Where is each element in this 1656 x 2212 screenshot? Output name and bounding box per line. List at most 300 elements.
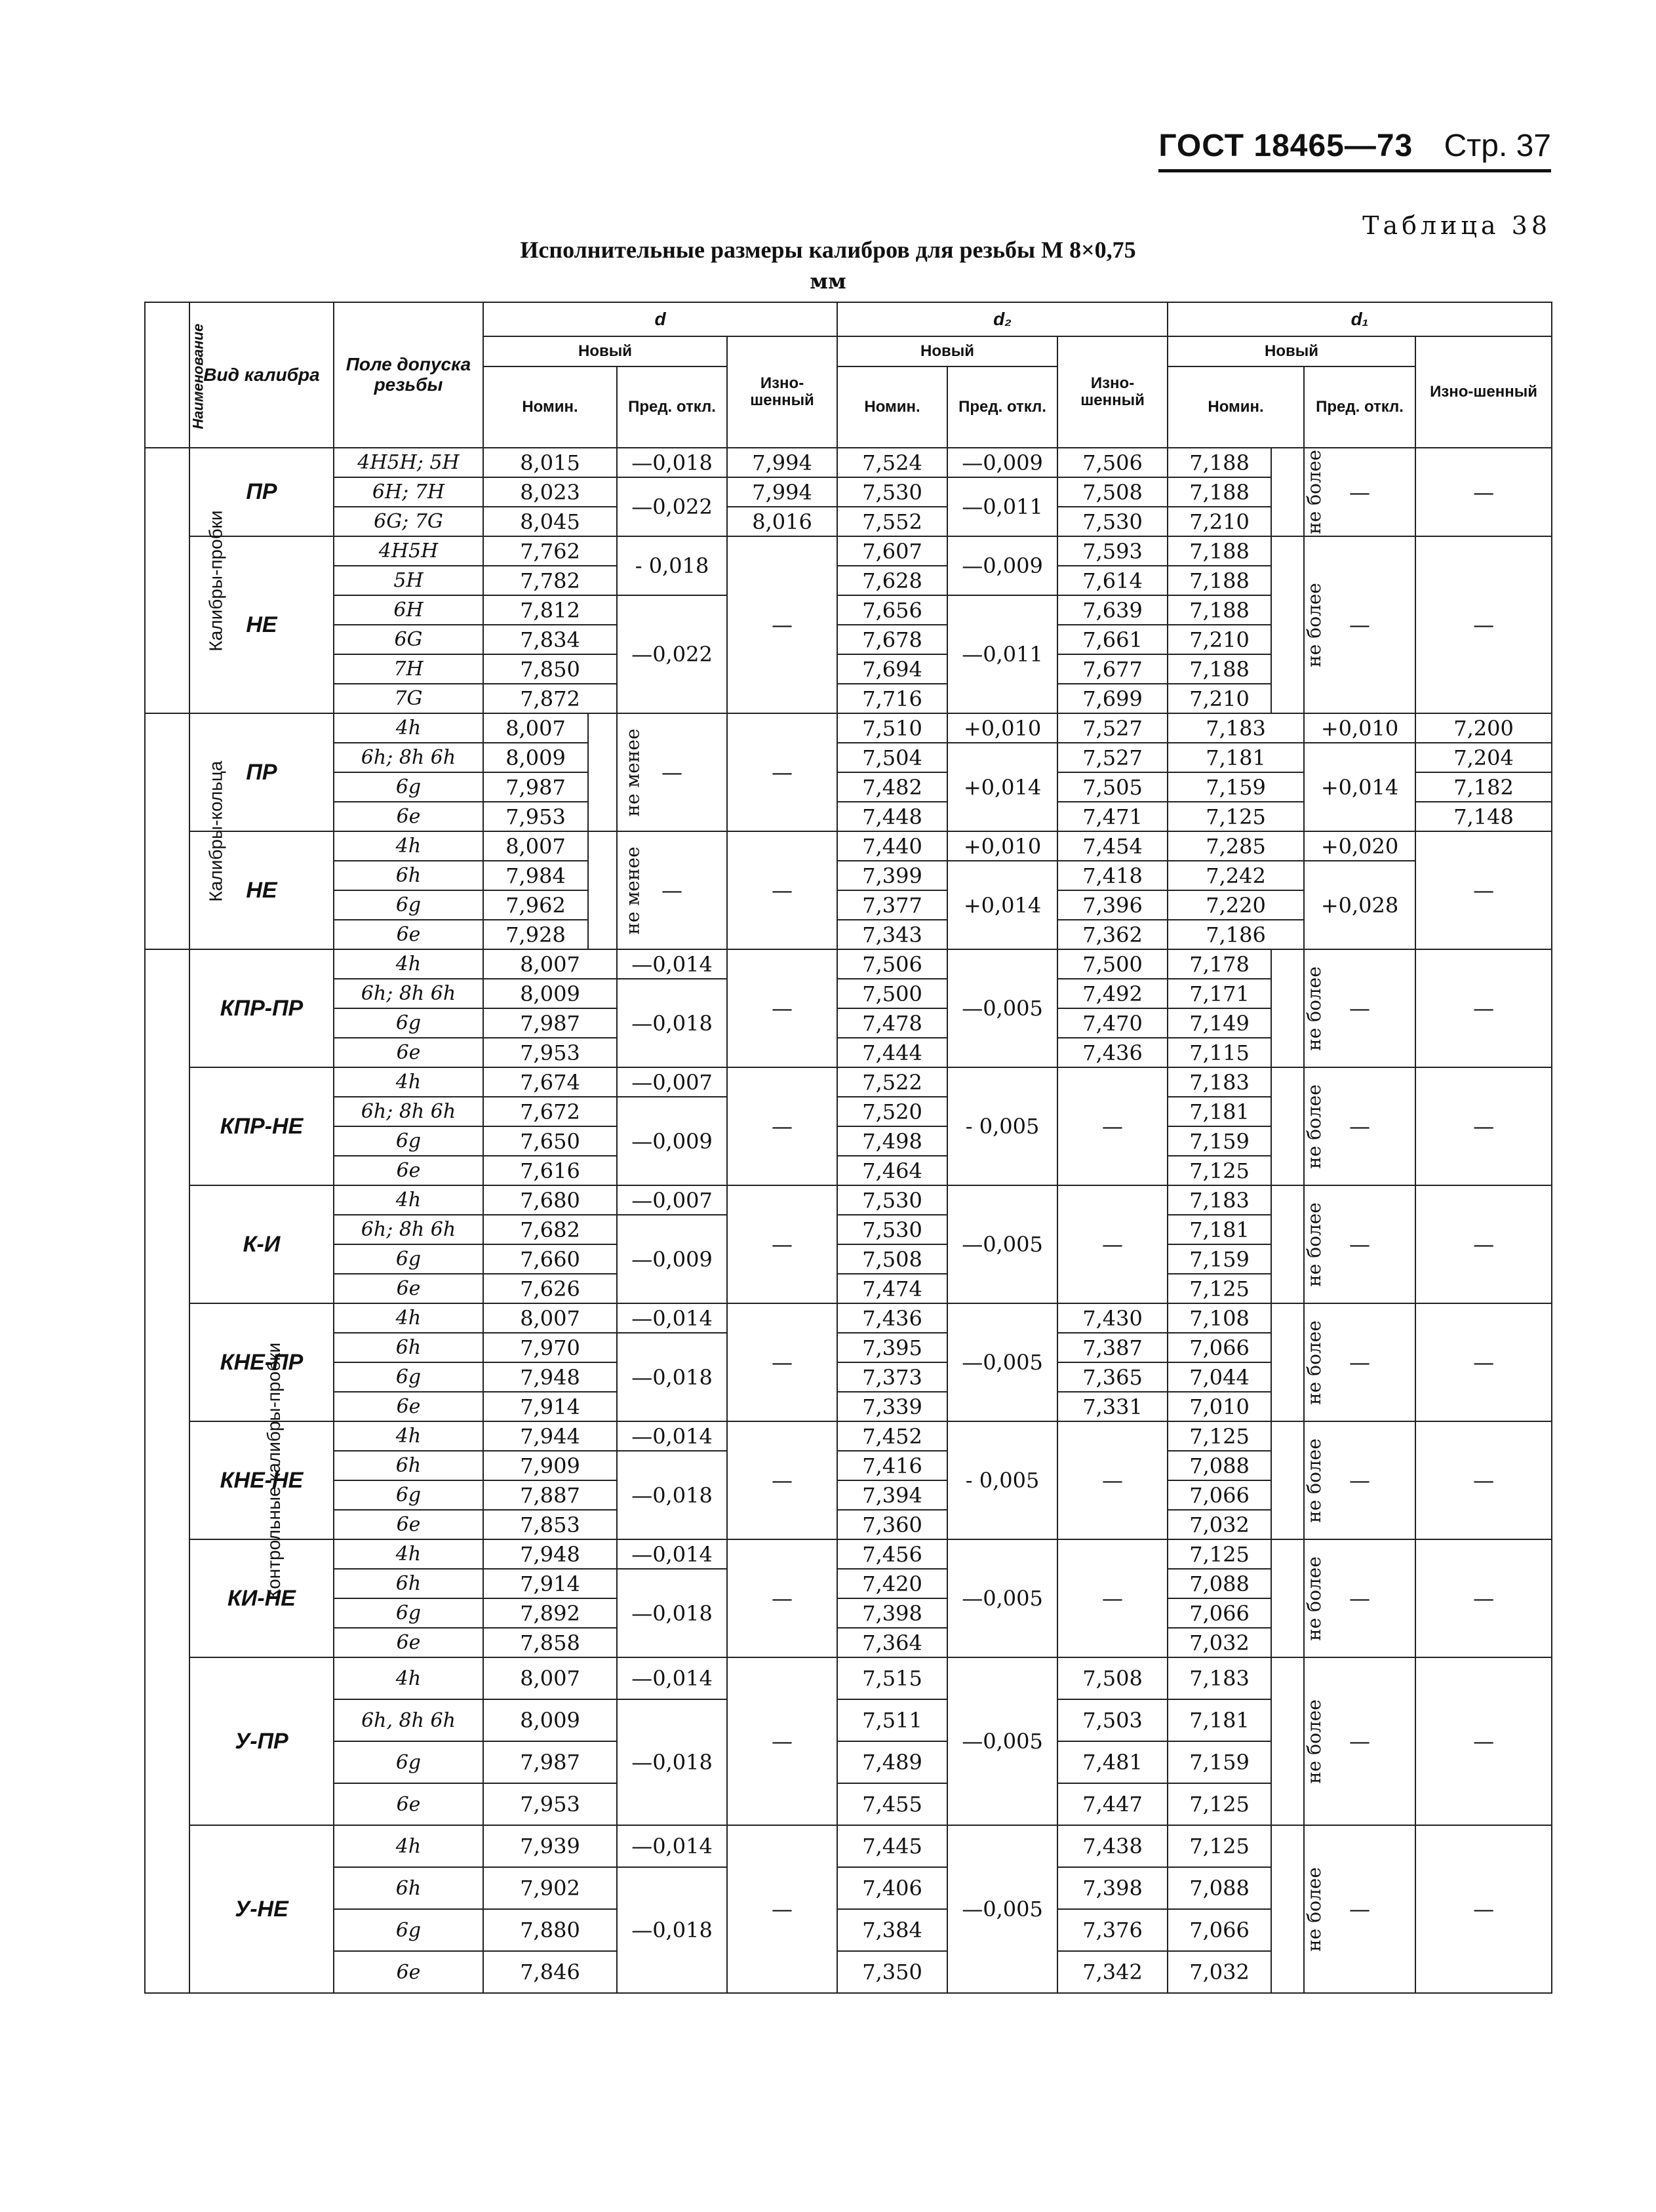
d2-nominal: 7,384 — [837, 1909, 947, 1951]
d1-nominal: 7,188 — [1168, 654, 1271, 684]
d2-pred-deviation: —0,011 — [947, 595, 1057, 713]
d2-nominal: 7,406 — [837, 1867, 947, 1909]
d2-nominal: 7,399 — [837, 861, 947, 890]
d-nominal: 7,674 — [483, 1067, 617, 1097]
d-worn: — — [727, 1185, 837, 1303]
d-nominal: 7,782 — [483, 566, 617, 595]
d2-nominal: 7,530 — [837, 477, 947, 507]
d2-worn: 7,530 — [1057, 507, 1168, 536]
note-text: не более — [1303, 1556, 1325, 1641]
d1-pred-deviation: — — [1304, 1303, 1415, 1421]
d2-pred-deviation: —0,005 — [947, 1185, 1057, 1303]
d-nominal: 7,834 — [483, 625, 617, 654]
d2-worn-header: Изно-шенный — [1057, 336, 1168, 448]
d1-worn: — — [1415, 1539, 1552, 1657]
col-vid-header: Вид калибра — [189, 302, 334, 448]
d2-pred-deviation: —0,005 — [947, 1825, 1057, 1993]
d2-nominal: 7,364 — [837, 1628, 947, 1657]
d2-nominal: 7,522 — [837, 1067, 947, 1097]
ne-bolee-note — [1271, 1067, 1325, 1185]
d2-worn: 7,506 — [1057, 448, 1168, 477]
d2-nominal: 7,504 — [837, 743, 947, 772]
d1-nominal: 7,188 — [1168, 448, 1271, 477]
d-pred-deviation: —0,022 — [617, 477, 727, 536]
d-nominal: 8,009 — [483, 979, 617, 1008]
d2-nominal: 7,448 — [837, 802, 947, 831]
ne-menee-note — [588, 713, 644, 831]
gauge-type: КНЕ-НЕ — [189, 1421, 334, 1539]
d1-worn: — — [1415, 536, 1552, 713]
gauge-type: У-НЕ — [189, 1825, 334, 1993]
d-nominal: 7,616 — [483, 1156, 617, 1185]
d1-pred-deviation: — — [1304, 536, 1415, 713]
d1-pred-deviation: +0,010 — [1304, 713, 1415, 743]
gauge-type: НЕ — [189, 831, 334, 949]
table-row — [145, 743, 1552, 772]
tolerance-field: 6e — [334, 1038, 483, 1067]
d2-worn: 7,430 — [1057, 1303, 1168, 1333]
d1-nominal: 7,066 — [1168, 1480, 1271, 1510]
d2-nominal: 7,530 — [837, 1185, 947, 1215]
table-row — [145, 713, 1552, 743]
d1-pred-deviation: — — [1304, 1421, 1415, 1539]
tolerance-field: 6g — [334, 772, 483, 802]
d2-nominal: 7,511 — [837, 1699, 947, 1741]
d-worn: 7,994 — [727, 477, 837, 507]
d2-nominal: 7,398 — [837, 1598, 947, 1628]
d2-nominal: 7,420 — [837, 1569, 947, 1598]
d1-pred-deviation: — — [1304, 1539, 1415, 1657]
d-nominal: 8,015 — [483, 448, 617, 477]
tolerance-field: 4h — [334, 949, 483, 979]
d1-nominal: 7,125 — [1168, 802, 1304, 831]
d1-nominal: 7,171 — [1168, 979, 1271, 1008]
note-text: не более — [1303, 1320, 1325, 1405]
tolerance-field: 6h; 8h 6h — [334, 743, 483, 772]
tolerance-field: 4H5H — [334, 536, 483, 566]
note-text: не менее — [621, 846, 644, 935]
d2-nominal: 7,339 — [837, 1392, 947, 1421]
d1-nominal: 7,088 — [1168, 1569, 1271, 1598]
d1-nominal: 7,149 — [1168, 1008, 1271, 1038]
d-worn: — — [727, 831, 837, 949]
d-nominal: 7,948 — [483, 1362, 617, 1392]
table-row — [145, 536, 1552, 566]
d-nominal: 8,007 — [483, 1657, 617, 1699]
d2-worn: 7,527 — [1057, 713, 1168, 743]
d-pred-header: Пред. откл. — [617, 366, 727, 448]
gauge-type: К-И — [189, 1185, 334, 1303]
d-nominal: 7,680 — [483, 1185, 617, 1215]
tolerance-field: 6e — [334, 802, 483, 831]
d-nominal: 7,892 — [483, 1598, 617, 1628]
d-pred-deviation: —0,022 — [617, 595, 727, 713]
d1-nominal: 7,242 — [1168, 861, 1304, 890]
d2-nominal: 7,350 — [837, 1951, 947, 1993]
d-nominal: 7,944 — [483, 1421, 617, 1451]
tolerance-field: 6e — [334, 920, 483, 949]
d-worn-header: Изно-шенный — [727, 336, 837, 448]
d-nominal: 8,009 — [483, 1699, 617, 1741]
ne-bolee-note — [1271, 1657, 1325, 1825]
d1-nominal: 7,125 — [1168, 1274, 1271, 1303]
d2-nominal: 7,478 — [837, 1008, 947, 1038]
d-nominal: 7,948 — [483, 1539, 617, 1569]
d2-worn: 7,481 — [1057, 1741, 1168, 1783]
ne-bolee-note — [1271, 1185, 1325, 1303]
tolerance-field: 4h — [334, 1421, 483, 1451]
d2-worn: 7,699 — [1057, 684, 1168, 713]
d2-pred-deviation: - 0,005 — [947, 1067, 1057, 1185]
gauge-type: КНЕ-ПР — [189, 1303, 334, 1421]
tolerance-field: 7G — [334, 684, 483, 713]
tolerance-field: 7H — [334, 654, 483, 684]
d-pred-deviation: —0,009 — [617, 1215, 727, 1303]
tolerance-field: 6e — [334, 1510, 483, 1539]
category-text: Калибры-пробки — [205, 509, 226, 652]
note-text: не менее — [621, 728, 644, 817]
d-nominal: 7,914 — [483, 1392, 617, 1421]
d1-pred-deviation: — — [1304, 1825, 1415, 1993]
d-nominal: 7,939 — [483, 1825, 617, 1867]
tolerance-field: 6g — [334, 1362, 483, 1392]
d2-worn: 7,471 — [1057, 802, 1168, 831]
d-nominal: 7,880 — [483, 1909, 617, 1951]
d-worn: — — [727, 1421, 837, 1539]
d2-worn: 7,505 — [1057, 772, 1168, 802]
d1-nominal: 7,159 — [1168, 1126, 1271, 1156]
d1-nominal: 7,010 — [1168, 1392, 1271, 1421]
d1-nominal: 7,181 — [1168, 1097, 1271, 1126]
d2-nominal: 7,416 — [837, 1451, 947, 1480]
d-pred-deviation: —0,014 — [617, 949, 727, 979]
tolerance-field: 4H5H; 5H — [334, 448, 483, 477]
d2-nominal: 7,515 — [837, 1657, 947, 1699]
d-nominal: 7,953 — [483, 802, 588, 831]
note-text: не более — [1303, 1084, 1325, 1169]
d1-nominal: 7,181 — [1168, 1699, 1271, 1741]
d-nominal: 7,970 — [483, 1333, 617, 1362]
d2-nominal: 7,716 — [837, 684, 947, 713]
d2-worn: 7,614 — [1057, 566, 1168, 595]
d2-worn: 7,508 — [1057, 477, 1168, 507]
d2-pred-deviation: —0,011 — [947, 477, 1057, 536]
ne-bolee-note — [1271, 1303, 1325, 1421]
table-row — [145, 1421, 1552, 1451]
gauge-type: НЕ — [189, 536, 334, 713]
d1-nominal: 7,188 — [1168, 536, 1271, 566]
d2-worn: 7,454 — [1057, 831, 1168, 861]
d2-nominal: 7,456 — [837, 1539, 947, 1569]
d1-worn: — — [1415, 831, 1552, 949]
d1-nominal: 7,115 — [1168, 1038, 1271, 1067]
ne-bolee-note — [1271, 949, 1325, 1067]
tolerance-field: 6G — [334, 625, 483, 654]
d1-worn: 7,182 — [1415, 772, 1552, 802]
d-nominal: 7,887 — [483, 1480, 617, 1510]
note-text: не более — [1303, 450, 1325, 534]
tolerance-field: 6g — [334, 1741, 483, 1783]
tolerance-field: 6e — [334, 1783, 483, 1825]
d-pred-deviation: —0,007 — [617, 1067, 727, 1097]
gauge-type: ПР — [189, 448, 334, 536]
d-nominal: 7,762 — [483, 536, 617, 566]
d2-pred-deviation: —0,009 — [947, 448, 1057, 477]
gauge-dimensions-table — [144, 302, 1552, 1994]
d2-worn: — — [1057, 1421, 1168, 1539]
tolerance-field: 6h; 8h 6h — [334, 1097, 483, 1126]
d-nominal: 8,023 — [483, 477, 617, 507]
d1-nom-header: Номин. — [1168, 366, 1304, 448]
d-pred-deviation: —0,018 — [617, 1451, 727, 1539]
tolerance-field: 4h — [334, 1539, 483, 1569]
tolerance-field: 5H — [334, 566, 483, 595]
tolerance-field: 4h — [334, 1303, 483, 1333]
table-row — [145, 1185, 1552, 1215]
d2-worn: — — [1057, 1539, 1168, 1657]
d-worn: — — [727, 1303, 837, 1421]
col-pole-header: Поле допуска резьбы — [334, 302, 483, 448]
d1-nominal: 7,220 — [1168, 890, 1304, 920]
d-pred-deviation: —0,018 — [617, 979, 727, 1067]
d1-nominal: 7,183 — [1168, 1657, 1271, 1699]
d2-worn: 7,387 — [1057, 1333, 1168, 1362]
d1-worn: — — [1415, 1657, 1552, 1825]
col-d1-header: d₁ — [1168, 302, 1552, 336]
tolerance-field: 6h; 8h 6h — [334, 1215, 483, 1244]
tolerance-field: 6g — [334, 1008, 483, 1038]
category-label — [145, 713, 226, 949]
d-nominal: 7,872 — [483, 684, 617, 713]
table-label: Таблица 38 — [1362, 211, 1551, 240]
d2-worn: 7,508 — [1057, 1657, 1168, 1699]
d2-nominal: 7,524 — [837, 448, 947, 477]
d-nominal: 8,045 — [483, 507, 617, 536]
d-nominal: 7,928 — [483, 920, 588, 949]
ne-bolee-note — [1271, 1421, 1325, 1539]
d1-worn: 7,200 — [1415, 713, 1552, 743]
d-nominal: 7,812 — [483, 595, 617, 625]
d2-nominal: 7,464 — [837, 1156, 947, 1185]
d2-nominal: 7,552 — [837, 507, 947, 536]
d1-worn-header: Изно-шенный — [1415, 336, 1552, 448]
d1-nominal: 7,188 — [1168, 477, 1271, 507]
d2-nominal: 7,452 — [837, 1421, 947, 1451]
d2-pred-deviation: +0,014 — [947, 861, 1057, 949]
d-pred-deviation: — — [617, 713, 727, 831]
d1-nominal: 7,183 — [1168, 1067, 1271, 1097]
d2-nominal: 7,678 — [837, 625, 947, 654]
d1-nominal: 7,032 — [1168, 1510, 1271, 1539]
d-nominal: 7,987 — [483, 1008, 617, 1038]
ne-bolee-note — [1271, 536, 1325, 713]
d1-nominal: 7,188 — [1168, 595, 1271, 625]
d1-pred-deviation: +0,020 — [1304, 831, 1415, 861]
table-body — [145, 448, 1552, 1993]
d1-nominal: 7,178 — [1168, 949, 1271, 979]
d1-nominal: 7,088 — [1168, 1867, 1271, 1909]
d1-worn: — — [1415, 1185, 1552, 1303]
tolerance-field: 6h — [334, 861, 483, 890]
d2-worn: 7,342 — [1057, 1951, 1168, 1993]
d1-worn: — — [1415, 1303, 1552, 1421]
d-nominal: 7,850 — [483, 654, 617, 684]
d-nominal: 7,987 — [483, 1741, 617, 1783]
tolerance-field: 6h — [334, 1569, 483, 1598]
d2-nominal: 7,436 — [837, 1303, 947, 1333]
table-row — [145, 1303, 1552, 1333]
d2-nominal: 7,394 — [837, 1480, 947, 1510]
d2-nominal: 7,628 — [837, 566, 947, 595]
d-nominal: 7,858 — [483, 1628, 617, 1657]
tolerance-field: 4h — [334, 1657, 483, 1699]
d1-nominal: 7,285 — [1168, 831, 1304, 861]
d1-nominal: 7,066 — [1168, 1598, 1271, 1628]
page-header — [1158, 128, 1551, 172]
table-header — [145, 302, 1552, 448]
tolerance-field: 4h — [334, 713, 483, 743]
d1-nominal: 7,188 — [1168, 566, 1271, 595]
d-nominal: 7,909 — [483, 1451, 617, 1480]
d2-pred-deviation: +0,010 — [947, 713, 1057, 743]
col-d2-header: d₂ — [837, 302, 1168, 336]
col-name-header: Наименование — [145, 302, 189, 448]
tolerance-field: 4h — [334, 831, 483, 861]
d2-pred-deviation: - 0,005 — [947, 1421, 1057, 1539]
d2-nominal: 7,395 — [837, 1333, 947, 1362]
d1-pred-deviation: — — [1304, 949, 1415, 1067]
gauge-type: У-ПР — [189, 1657, 334, 1825]
d1-pred-deviation: — — [1304, 448, 1415, 536]
d1-nominal: 7,044 — [1168, 1362, 1271, 1392]
d1-worn: 7,204 — [1415, 743, 1552, 772]
ne-bolee-note — [1271, 1539, 1325, 1657]
d2-pred-header: Пред. откл. — [947, 366, 1057, 448]
d2-worn: 7,639 — [1057, 595, 1168, 625]
tolerance-field: 6G; 7G — [334, 507, 483, 536]
d1-nominal: 7,210 — [1168, 625, 1271, 654]
d2-nominal: 7,506 — [837, 949, 947, 979]
d-pred-deviation: —0,018 — [617, 1699, 727, 1825]
tolerance-field: 6e — [334, 1951, 483, 1993]
d-nominal: 7,953 — [483, 1783, 617, 1825]
d2-nominal: 7,508 — [837, 1244, 947, 1274]
d-nominal: 7,660 — [483, 1244, 617, 1274]
d-nominal: 8,007 — [483, 1303, 617, 1333]
d1-worn: — — [1415, 448, 1552, 536]
d2-worn: 7,438 — [1057, 1825, 1168, 1867]
d1-nominal: 7,125 — [1168, 1825, 1271, 1867]
d1-nominal: 7,066 — [1168, 1909, 1271, 1951]
standard-number: ГОСТ 18465—73 — [1158, 128, 1413, 163]
d2-nominal: 7,607 — [837, 536, 947, 566]
tolerance-field: 6g — [334, 1480, 483, 1510]
d1-worn: — — [1415, 949, 1552, 1067]
d2-worn: 7,661 — [1057, 625, 1168, 654]
d-pred-deviation: —0,007 — [617, 1185, 727, 1215]
note-text: не более — [1303, 1699, 1325, 1784]
category-text: Калибры-кольца — [205, 760, 226, 902]
d2-nom-header: Номин. — [837, 366, 947, 448]
tolerance-field: 6h — [334, 1867, 483, 1909]
d2-nominal: 7,440 — [837, 831, 947, 861]
table-row — [145, 448, 1552, 477]
tolerance-field: 6e — [334, 1156, 483, 1185]
d1-nominal: 7,159 — [1168, 1741, 1271, 1783]
d1-nominal: 7,032 — [1168, 1628, 1271, 1657]
gauge-type: КИ-НЕ — [189, 1539, 334, 1657]
d-nominal: 7,672 — [483, 1097, 617, 1126]
d-pred-deviation: —0,018 — [617, 1569, 727, 1657]
d2-nominal: 7,373 — [837, 1362, 947, 1392]
gauge-type: КПР-ПР — [189, 949, 334, 1067]
d2-nominal: 7,455 — [837, 1783, 947, 1825]
tolerance-field: 6H; 7H — [334, 477, 483, 507]
d1-nominal: 7,088 — [1168, 1451, 1271, 1480]
d1-nominal: 7,183 — [1168, 713, 1304, 743]
d2-nominal: 7,530 — [837, 1215, 947, 1244]
d2-worn: 7,447 — [1057, 1783, 1168, 1825]
tolerance-field: 6g — [334, 1126, 483, 1156]
d-pred-deviation: —0,018 — [617, 448, 727, 477]
d2-worn: 7,503 — [1057, 1699, 1168, 1741]
d2-new-header: Новый — [837, 336, 1057, 366]
tolerance-field: 6h — [334, 1333, 483, 1362]
d2-pred-deviation: —0,009 — [947, 536, 1057, 595]
page-number: Стр. 37 — [1444, 128, 1551, 163]
d2-nominal: 7,360 — [837, 1510, 947, 1539]
d2-worn: 7,398 — [1057, 1867, 1168, 1909]
note-text: не более — [1303, 1866, 1325, 1952]
d2-nominal: 7,520 — [837, 1097, 947, 1126]
note-text: не более — [1303, 582, 1325, 667]
d-new-header: Новый — [483, 336, 727, 366]
d-pred-deviation: —0,014 — [617, 1657, 727, 1699]
table-row — [145, 831, 1552, 861]
d1-nominal: 7,159 — [1168, 772, 1304, 802]
d1-pred-deviation: +0,014 — [1304, 743, 1415, 831]
table-row — [145, 1539, 1552, 1569]
tolerance-field: 4h — [334, 1825, 483, 1867]
d2-worn: 7,365 — [1057, 1362, 1168, 1392]
d2-worn: 7,331 — [1057, 1392, 1168, 1421]
d1-new-header: Новый — [1168, 336, 1415, 366]
d-nominal: 7,682 — [483, 1215, 617, 1244]
d2-pred-deviation: —0,005 — [947, 1303, 1057, 1421]
d-pred-deviation: - 0,018 — [617, 536, 727, 595]
d2-pred-deviation: —0,005 — [947, 949, 1057, 1067]
d-worn: — — [727, 1825, 837, 1993]
d2-nominal: 7,498 — [837, 1126, 947, 1156]
d1-nominal: 7,032 — [1168, 1951, 1271, 1993]
d-nominal: 7,846 — [483, 1951, 617, 1993]
d2-pred-deviation: —0,005 — [947, 1657, 1057, 1825]
d2-pred-deviation: +0,014 — [947, 743, 1057, 831]
tolerance-field: 4h — [334, 1067, 483, 1097]
d2-worn: 7,436 — [1057, 1038, 1168, 1067]
d-worn: 8,016 — [727, 507, 837, 536]
tolerance-field: 6g — [334, 1598, 483, 1628]
d2-worn: — — [1057, 1185, 1168, 1303]
d2-nominal: 7,377 — [837, 890, 947, 920]
d1-nominal: 7,125 — [1168, 1421, 1271, 1451]
d2-nominal: 7,482 — [837, 772, 947, 802]
d2-worn: — — [1057, 1067, 1168, 1185]
d-nominal: 7,984 — [483, 861, 588, 890]
d1-nominal: 7,125 — [1168, 1783, 1271, 1825]
d-worn: — — [727, 949, 837, 1067]
d-pred-deviation: —0,018 — [617, 1333, 727, 1421]
